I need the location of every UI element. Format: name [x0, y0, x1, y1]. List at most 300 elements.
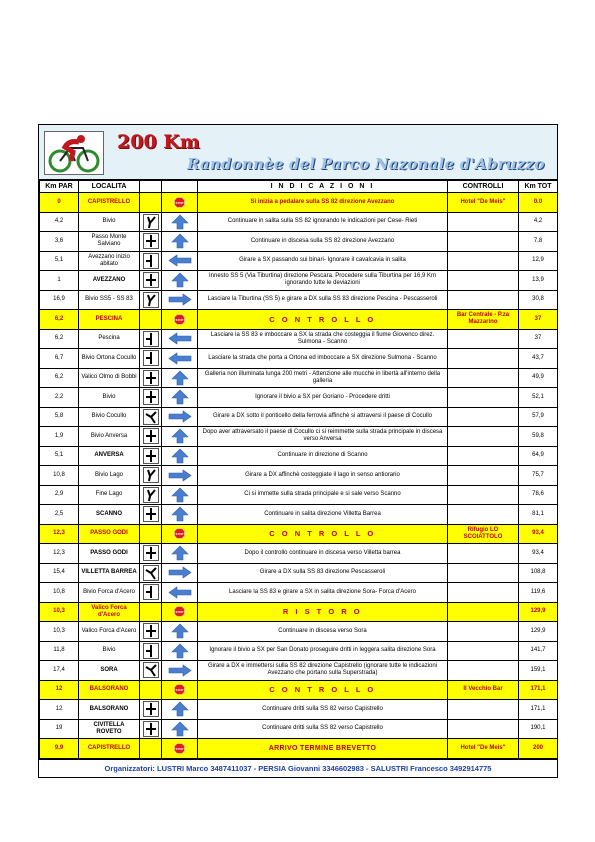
instruction-cell: Girare a DX affinchè costeggiate il lago in senso antiorario	[198, 466, 448, 486]
header-banner	[39, 125, 557, 180]
t-left-junction-icon	[143, 350, 159, 366]
checkpoint-row	[40, 739, 558, 759]
km-total-cell: 93,4	[519, 524, 558, 544]
checkpoint-cell: Hotel "De Meis"	[448, 193, 519, 213]
km-partial-cell: 15,4	[40, 563, 79, 583]
instruction-cell: Continuare in discesa verso Sora	[198, 622, 448, 642]
location-cell: Pescina	[79, 329, 140, 349]
km-partial-cell: 11,8	[40, 641, 79, 661]
instruction-cell: Continuare dritti sulla SS 82 verso Capistrello	[198, 700, 448, 720]
checkpoint-cell	[448, 661, 519, 681]
km-total-cell: 141,7	[519, 641, 558, 661]
direction-cell	[162, 680, 198, 700]
arrow-up-icon	[171, 643, 189, 659]
stop-icon	[174, 684, 185, 695]
km-total-cell: 52,1	[519, 388, 558, 408]
arrow-left-icon	[168, 332, 192, 345]
location-cell: Bivio Forca d'Acero	[79, 583, 140, 603]
checkpoint-cell	[448, 544, 519, 564]
location-cell: ANVERSA	[79, 446, 140, 466]
km-partial-cell: 10,8	[40, 466, 79, 486]
table-row	[40, 329, 558, 349]
arrow-up-icon	[171, 214, 189, 230]
stop-icon	[174, 743, 185, 754]
cross-junction-icon	[143, 389, 159, 405]
arrow-up-icon	[171, 233, 189, 249]
road-sign-cell	[140, 271, 162, 291]
km-partial-cell: 6,7	[40, 349, 79, 369]
arrow-up-icon	[171, 428, 189, 444]
road-sign-cell	[140, 290, 162, 310]
location-cell: Avezzano inizio abitato	[79, 251, 140, 271]
stop-icon	[174, 528, 185, 539]
instruction-cell: Lasciare la SS 83 e girare a SX in salita direzione Sora- Forca d'Acero	[198, 583, 448, 603]
instruction-cell: Continuare in direzione di Scanno	[198, 446, 448, 466]
km-partial-cell: 10,8	[40, 583, 79, 603]
direction-cell	[162, 349, 198, 369]
table-row	[40, 544, 558, 564]
km-total-cell: 30,8	[519, 290, 558, 310]
location-cell: BALSORANO	[79, 680, 140, 700]
table-row	[40, 407, 558, 427]
instruction-cell: Innesto SS 5 (Via Tiburtina) direzione Pescara. Procedere sulla Tiburtina per 16,9 Km ignorando tutte le deviazioni	[198, 271, 448, 291]
km-total-cell: 4,2	[519, 212, 558, 232]
checkpoint-cell	[448, 212, 519, 232]
km-total-cell: 12,9	[519, 251, 558, 271]
svg-text:STOP: STOP	[175, 610, 184, 615]
km-partial-cell: 5,1	[40, 446, 79, 466]
arrow-up-icon	[171, 448, 189, 464]
km-partial-cell: 10,3	[40, 622, 79, 642]
km-total-cell: 64,9	[519, 446, 558, 466]
col-localita: LOCALITA	[79, 181, 140, 193]
t-left-junction-icon	[143, 584, 159, 600]
location-cell: Bivio Lago	[79, 466, 140, 486]
table-row	[40, 251, 558, 271]
direction-cell	[162, 485, 198, 505]
checkpoint-cell	[448, 446, 519, 466]
location-cell: BALSORANO	[79, 700, 140, 720]
table-row	[40, 388, 558, 408]
checkpoint-cell	[448, 505, 519, 525]
fork-right-junction-icon	[143, 487, 159, 503]
km-total-cell: 159,1	[519, 661, 558, 681]
location-cell: CAPISTRELLO	[79, 193, 140, 213]
y-right-junction-icon	[143, 409, 159, 425]
instruction-cell: C O N T R O L L O	[198, 680, 448, 700]
km-total-cell: 57,9	[519, 407, 558, 427]
km-total-cell: 190,1	[519, 719, 558, 739]
checkpoint-cell	[448, 388, 519, 408]
table-row	[40, 232, 558, 252]
instruction-cell: Girare a DX sulla SS 83 direzione Pescasseroli	[198, 563, 448, 583]
table-row	[40, 446, 558, 466]
road-sign-cell	[140, 700, 162, 720]
road-sign-cell	[140, 310, 162, 330]
arrow-up-icon	[171, 623, 189, 639]
checkpoint-cell	[448, 251, 519, 271]
arrow-up-icon	[171, 487, 189, 503]
col-kmtot: Km TOT	[519, 181, 558, 193]
km-partial-cell: 2,2	[40, 388, 79, 408]
checkpoint-cell: Hotel "De Meis"	[448, 739, 519, 759]
direction-cell	[162, 251, 198, 271]
road-sign-cell	[140, 544, 162, 564]
instruction-cell: C O N T R O L L O	[198, 310, 448, 330]
col-controlli: CONTROLLI	[448, 181, 519, 193]
direction-cell	[162, 719, 198, 739]
direction-cell	[162, 407, 198, 427]
arrow-up-icon	[171, 370, 189, 386]
arrow-up-icon	[171, 545, 189, 561]
km-total-cell: 129,9	[519, 622, 558, 642]
arrow-up-icon	[171, 721, 189, 737]
checkpoint-cell	[448, 427, 519, 447]
location-cell: SCANNO	[79, 505, 140, 525]
km-partial-cell: 12	[40, 700, 79, 720]
checkpoint-row	[40, 680, 558, 700]
road-sign-cell	[140, 563, 162, 583]
road-sign-cell	[140, 212, 162, 232]
km-total-cell: 171,1	[519, 700, 558, 720]
direction-cell	[162, 583, 198, 603]
km-total-cell: 49,9	[519, 368, 558, 388]
road-sign-cell	[140, 349, 162, 369]
location-cell: Bivio Cocullo	[79, 407, 140, 427]
direction-cell	[162, 602, 198, 622]
direction-cell	[162, 329, 198, 349]
location-cell: Bivio Ortona Cocullo	[79, 349, 140, 369]
location-cell: Valico Forca d'Acero	[79, 602, 140, 622]
checkpoint-cell: Il Vecchio Bar	[448, 680, 519, 700]
km-total-cell: 93,4	[519, 544, 558, 564]
table-row	[40, 290, 558, 310]
km-total-cell: 37	[519, 329, 558, 349]
km-partial-cell: 6,2	[40, 329, 79, 349]
table-row	[40, 622, 558, 642]
road-sign-cell	[140, 388, 162, 408]
location-cell: Valico Forca d'Acero	[79, 622, 140, 642]
route-sheet	[38, 124, 558, 778]
km-partial-cell: 12,3	[40, 544, 79, 564]
checkpoint-cell	[448, 271, 519, 291]
location-cell: SORA	[79, 661, 140, 681]
cross-junction-icon	[143, 448, 159, 464]
stop-icon	[174, 606, 185, 617]
y-right-junction-icon	[143, 662, 159, 678]
fork-right-junction-icon	[143, 214, 159, 230]
road-sign-cell	[140, 719, 162, 739]
checkpoint-cell	[448, 641, 519, 661]
instruction-cell: Continuare in discesa sulla SS 82 direzione Avezzano	[198, 232, 448, 252]
route-table	[39, 180, 558, 759]
km-partial-cell: 4,2	[40, 212, 79, 232]
checkpoint-cell	[448, 719, 519, 739]
instruction-cell: C O N T R O L L O	[198, 524, 448, 544]
km-total-cell: 13,9	[519, 271, 558, 291]
km-total-cell: 0.0	[519, 193, 558, 213]
direction-cell	[162, 232, 198, 252]
km-partial-cell: 2,9	[40, 485, 79, 505]
svg-text:STOP: STOP	[175, 746, 184, 751]
checkpoint-cell	[448, 622, 519, 642]
instruction-cell: Dopo il controllo continuare in discesa verso Villetta barrea	[198, 544, 448, 564]
km-partial-cell: 2,5	[40, 505, 79, 525]
location-cell: Bivio	[79, 212, 140, 232]
road-sign-cell	[140, 524, 162, 544]
arrow-up-icon	[171, 389, 189, 405]
km-partial-cell: 5,8	[40, 407, 79, 427]
arrow-up-icon	[171, 272, 189, 288]
checkpoint-cell: Rifugio LO SCOIATTOLO	[448, 524, 519, 544]
km-total-cell: 129,9	[519, 602, 558, 622]
table-header-row	[40, 181, 558, 193]
cross-junction-icon	[143, 370, 159, 386]
instruction-cell: Continuare in salita sulla SS 82 ignorando le indicazioni per Cese- Rieti	[198, 212, 448, 232]
instruction-cell: Girare a DX sotto il ponticello della ferrovia affinchè si attraversi il paese di Cocullo	[198, 407, 448, 427]
arrow-right-icon	[168, 410, 192, 423]
location-cell: AVEZZANO	[79, 271, 140, 291]
checkpoint-row	[40, 524, 558, 544]
y-right-junction-icon	[143, 565, 159, 581]
road-sign-cell	[140, 602, 162, 622]
fork-right-junction-icon	[143, 467, 159, 483]
direction-cell	[162, 212, 198, 232]
col-indicazioni: I N D I C A Z I O N I	[198, 181, 448, 193]
cross-junction-icon	[143, 428, 159, 444]
location-cell: Valico Olmo di Bobbi	[79, 368, 140, 388]
direction-cell	[162, 466, 198, 486]
checkpoint-cell	[448, 407, 519, 427]
road-sign-cell	[140, 232, 162, 252]
cross-junction-icon	[143, 701, 159, 717]
stop-icon	[174, 197, 185, 208]
instruction-cell: Dopo aver attraversato il paese di Cocullo ci si reimmette sulla strada principale in discesa verso Anversa	[198, 427, 448, 447]
km-partial-cell: 1	[40, 271, 79, 291]
table-row	[40, 641, 558, 661]
direction-cell	[162, 505, 198, 525]
instruction-cell: Galleria non illuminata lunga 200 metri - Attenzione alle mucche in libertà all'interno della galleria	[198, 368, 448, 388]
direction-cell	[162, 739, 198, 759]
km-total-cell: 75,7	[519, 466, 558, 486]
svg-text:STOP: STOP	[175, 688, 184, 693]
location-cell: Bivio Anversa	[79, 427, 140, 447]
checkpoint-cell	[448, 485, 519, 505]
km-total-cell: 81,1	[519, 505, 558, 525]
checkpoint-cell	[448, 368, 519, 388]
road-sign-cell	[140, 466, 162, 486]
arrow-right-icon	[168, 469, 192, 482]
col-direction	[162, 181, 198, 193]
direction-cell	[162, 388, 198, 408]
km-total-cell: 171,1	[519, 680, 558, 700]
location-cell: CIVITELLA ROVETO	[79, 719, 140, 739]
route-rows	[40, 193, 558, 759]
instruction-cell: Si inizia a pedalare sulla SS 82 direzione Avezzano	[198, 193, 448, 213]
km-total-cell: 119,6	[519, 583, 558, 603]
direction-cell	[162, 622, 198, 642]
cyclist-logo	[44, 131, 104, 175]
direction-cell	[162, 641, 198, 661]
cross-junction-icon	[143, 272, 159, 288]
instruction-cell: R I S T O R O	[198, 602, 448, 622]
instruction-cell: Continuare in salita direzione Villetta Barrea	[198, 505, 448, 525]
table-row	[40, 212, 558, 232]
km-partial-cell: 19	[40, 719, 79, 739]
checkpoint-row	[40, 602, 558, 622]
km-partial-cell: 3,6	[40, 232, 79, 252]
table-row	[40, 563, 558, 583]
svg-text:STOP: STOP	[175, 200, 184, 205]
checkpoint-cell	[448, 290, 519, 310]
arrow-left-icon	[168, 254, 192, 267]
col-kmpar: Km PAR	[40, 181, 79, 193]
instruction-cell: Girare a DX e immettersi sulla SS 82 direzione Capistrello (ignorare tutte le indicazioni Avezzano che portano sulla Superstrada)	[198, 661, 448, 681]
checkpoint-cell	[448, 466, 519, 486]
instruction-cell: Girare a SX passando sui binari- Ignorare il cavalcavia in salita	[198, 251, 448, 271]
instruction-cell: Continuare dritti sulla SS 82 verso Capistrello	[198, 719, 448, 739]
location-cell: PESCINA	[79, 310, 140, 330]
arrow-right-icon	[168, 664, 192, 677]
table-row	[40, 427, 558, 447]
direction-cell	[162, 524, 198, 544]
checkpoint-row	[40, 193, 558, 213]
checkpoint-cell	[448, 349, 519, 369]
checkpoint-row	[40, 310, 558, 330]
arrow-up-icon	[171, 506, 189, 522]
road-sign-cell	[140, 329, 162, 349]
road-sign-cell	[140, 368, 162, 388]
cross-junction-icon	[143, 506, 159, 522]
direction-cell	[162, 700, 198, 720]
location-cell: VILLETTA BARREA	[79, 563, 140, 583]
t-left-junction-icon	[143, 643, 159, 659]
location-cell: Bivio SS5 - SS 83	[79, 290, 140, 310]
instruction-cell: Ci si immette sulla strada principale e si sale verso Scanno	[198, 485, 448, 505]
table-row	[40, 349, 558, 369]
table-row	[40, 368, 558, 388]
km-total-cell: 200	[519, 739, 558, 759]
checkpoint-cell	[448, 700, 519, 720]
direction-cell	[162, 271, 198, 291]
location-cell: Bivio	[79, 388, 140, 408]
location-cell: Bivio	[79, 641, 140, 661]
km-total-cell: 37	[519, 310, 558, 330]
km-partial-cell: 0	[40, 193, 79, 213]
checkpoint-cell	[448, 602, 519, 622]
direction-cell	[162, 368, 198, 388]
distance-title: 200 Km	[117, 131, 200, 153]
arrow-right-icon	[168, 293, 192, 306]
organizers-footer: Organizzatori: LUSTRI Marco 3487411037 - PERSIA Giovanni 3346602983 - SALUSTRI Francesco 3492914775	[39, 759, 557, 777]
instruction-cell: Lasciare la SS 83 e imboccare a SX la strada che costeggia il fiume Giovenco direz. Sulmona - Scanno	[198, 329, 448, 349]
road-sign-cell	[140, 485, 162, 505]
cross-junction-icon	[143, 545, 159, 561]
cross-junction-icon	[143, 233, 159, 249]
instruction-cell: ARRIVO TERMINE BREVETTO	[198, 739, 448, 759]
road-sign-cell	[140, 583, 162, 603]
direction-cell	[162, 661, 198, 681]
location-cell: Passo Monte Salviano	[79, 232, 140, 252]
checkpoint-cell	[448, 563, 519, 583]
checkpoint-cell: Bar Centrale - P.za Mazzarino	[448, 310, 519, 330]
km-total-cell: 108,8	[519, 563, 558, 583]
direction-cell	[162, 427, 198, 447]
instruction-cell: Ignorare il bivio a SX per Goriano - Procedere dritti	[198, 388, 448, 408]
km-partial-cell: 5,1	[40, 251, 79, 271]
km-total-cell: 43,7	[519, 349, 558, 369]
location-cell: CAPISTRELLO	[79, 739, 140, 759]
road-sign-cell	[140, 641, 162, 661]
km-partial-cell: 12	[40, 680, 79, 700]
km-partial-cell: 16,9	[40, 290, 79, 310]
road-sign-cell	[140, 446, 162, 466]
location-cell: PASSO GODI	[79, 524, 140, 544]
table-row	[40, 485, 558, 505]
road-sign-cell	[140, 622, 162, 642]
checkpoint-cell	[448, 583, 519, 603]
road-sign-cell	[140, 661, 162, 681]
direction-cell	[162, 290, 198, 310]
table-row	[40, 505, 558, 525]
direction-cell	[162, 446, 198, 466]
km-partial-cell: 10,3	[40, 602, 79, 622]
instruction-cell: Ignorare il bivio a SX per San Donato proseguire dritti in leggera salita direzione Sora	[198, 641, 448, 661]
direction-cell	[162, 310, 198, 330]
instruction-cell: Lasciare la Tiburtina (SS 5) e girare a DX sulla SS 83 direzione Pescina - Pescasseroli	[198, 290, 448, 310]
table-row	[40, 719, 558, 739]
checkpoint-cell	[448, 329, 519, 349]
svg-text:STOP: STOP	[175, 317, 184, 322]
col-sign	[140, 181, 162, 193]
road-sign-cell	[140, 505, 162, 525]
checkpoint-cell	[448, 232, 519, 252]
km-total-cell: 7,8	[519, 232, 558, 252]
instruction-cell: Lasciare la strada che porta a Ortona ed imboccare a SX direzione Sulmona - Scanno	[198, 349, 448, 369]
table-row	[40, 661, 558, 681]
direction-cell	[162, 544, 198, 564]
arrow-left-icon	[168, 352, 192, 365]
direction-cell	[162, 563, 198, 583]
cross-junction-icon	[143, 721, 159, 737]
location-cell: Fine Lago	[79, 485, 140, 505]
road-sign-cell	[140, 427, 162, 447]
km-partial-cell: 17,4	[40, 661, 79, 681]
road-sign-cell	[140, 739, 162, 759]
fork-right-junction-icon	[143, 292, 159, 308]
t-left-junction-icon	[143, 253, 159, 269]
table-row	[40, 583, 558, 603]
km-partial-cell: 9,9	[40, 739, 79, 759]
arrow-up-icon	[171, 701, 189, 717]
km-total-cell: 59,8	[519, 427, 558, 447]
table-row	[40, 271, 558, 291]
road-sign-cell	[140, 680, 162, 700]
table-row	[40, 466, 558, 486]
km-partial-cell: 1,9	[40, 427, 79, 447]
km-total-cell: 78,6	[519, 485, 558, 505]
road-sign-cell	[140, 193, 162, 213]
cross-junction-icon	[143, 623, 159, 639]
location-cell: PASSO GODI	[79, 544, 140, 564]
event-title: Randonnèe del Parco Nazonale d'Abruzzo	[187, 155, 545, 173]
table-row	[40, 700, 558, 720]
stop-icon	[174, 314, 185, 325]
km-partial-cell: 6,2	[40, 368, 79, 388]
km-partial-cell: 6,2	[40, 310, 79, 330]
road-sign-cell	[140, 407, 162, 427]
arrow-left-icon	[168, 586, 192, 599]
